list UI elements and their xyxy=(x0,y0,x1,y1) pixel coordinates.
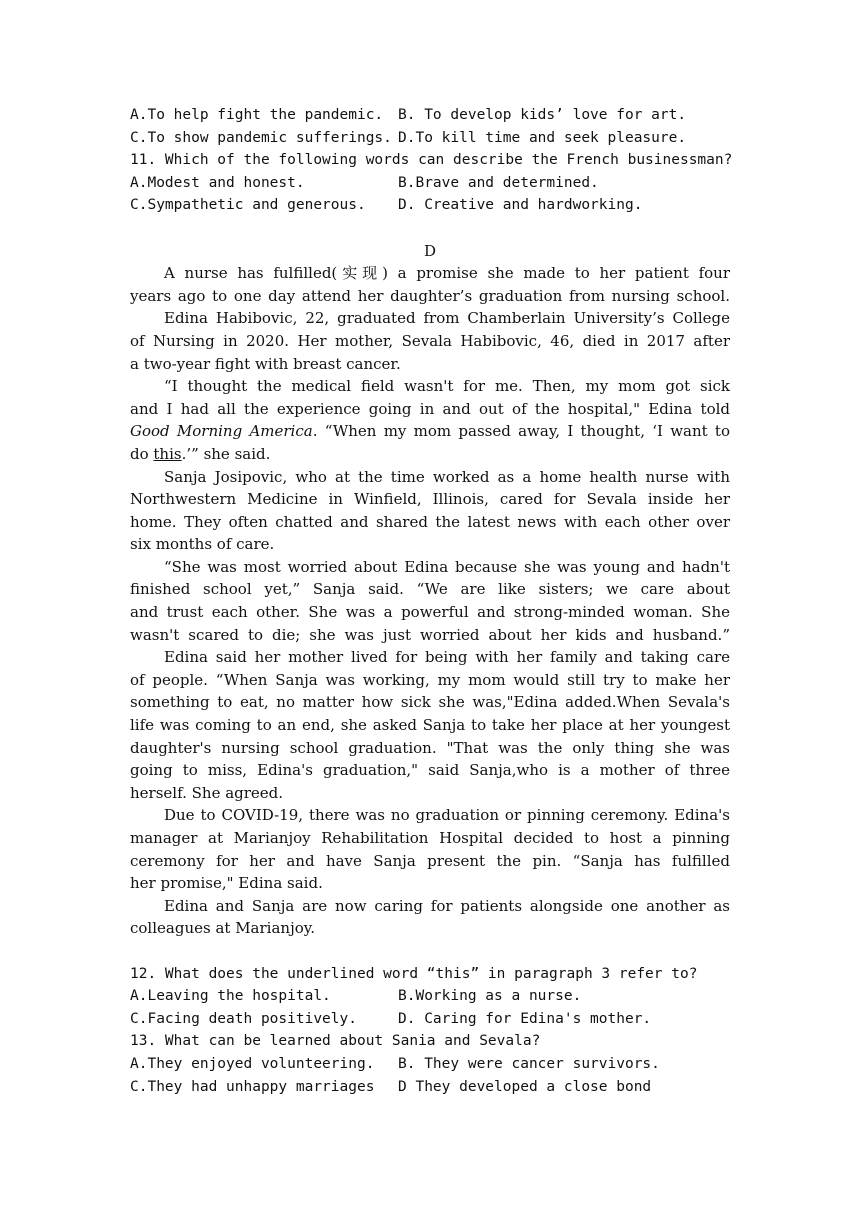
passage-line: home. They often chatted and shared the latest news with each other over xyxy=(130,512,730,531)
q12-option-c: C.Facing death positively. xyxy=(130,1010,357,1027)
q12-options-row-1 xyxy=(130,985,730,1008)
q13-options-row-2 xyxy=(130,1076,730,1099)
q11-options-row-1 xyxy=(130,172,730,195)
passage-line: Sanja Josipovic, who at the time worked as a home health nurse with xyxy=(164,467,730,486)
passage-line: “She was most worried about Edina because she was young and hadn't xyxy=(164,557,730,576)
q12-option-b: B.Working as a nurse. xyxy=(398,988,582,1005)
q13-option-a: A.They enjoyed volunteering. xyxy=(130,1055,375,1072)
passage-line: Northwestern Medicine in Winfield, Illinois, cared for Sevala inside her xyxy=(130,490,730,509)
q10-options-row-2 xyxy=(130,127,730,150)
q13-option-c: C.They had unhappy marriages xyxy=(130,1078,375,1095)
q11-option-d: D. Creative and hardworking. xyxy=(398,197,643,214)
q11-option-a: A.Modest and honest. xyxy=(130,174,305,191)
q12-option-d: D. Caring for Edina's mother. xyxy=(398,1010,652,1027)
section-label: D xyxy=(423,241,437,260)
passage-line: going to miss, Edina's graduation," said Sanja,who is a mother of three xyxy=(130,761,730,780)
q11-option-b: B.Brave and determined. xyxy=(398,174,599,191)
passage-line: daughter's nursing school graduation. "That was the only thing she was xyxy=(130,738,730,757)
passage-text: .’” she said. xyxy=(181,444,271,463)
passage-line: Due to COVID-19, there was no graduation or pinning ceremony. Edina's xyxy=(164,806,730,825)
passage-line: wasn't scared to die; she was just worried about her kids and husband.” xyxy=(130,625,730,644)
passage-line xyxy=(130,420,730,443)
document-content xyxy=(130,104,733,1098)
passage-line: Edina said her mother lived for being with her family and taking care xyxy=(164,648,730,667)
magazine-title: Good Morning America xyxy=(130,422,313,441)
passage-text: do xyxy=(130,444,154,463)
passage-line: years ago to one day attend her daughter’s graduation from nursing school. xyxy=(130,286,730,305)
passage-line xyxy=(130,443,730,466)
passage-line: “I thought the medical field wasn't for me. Then, my mom got sick xyxy=(164,377,730,396)
passage-line: manager at Marianjoy Rehabilitation Hospital decided to host a pinning xyxy=(130,829,730,847)
q10-option-c: C.To show pandemic sufferings. xyxy=(130,129,392,146)
passage-line: a two-year fight with breast cancer. xyxy=(130,354,401,373)
q12-stem: 12. What does the underlined word “this” in paragraph 3 refer to? xyxy=(130,965,698,982)
passage-text: . “When my mom passed away, I thought, ‘I want to xyxy=(312,422,730,441)
q13-options-row-1 xyxy=(130,1053,730,1076)
passage-line: something to eat, no matter how sick she was,"Edina added.When Sevala's xyxy=(130,693,730,712)
passage-line: herself. She agreed. xyxy=(130,783,284,802)
q12-option-a: A.Leaving the hospital. xyxy=(130,988,331,1005)
q11-stem: 11. Which of the following words can describe the French businessman? xyxy=(130,152,733,169)
passage-line: colleagues at Marianjoy. xyxy=(130,919,315,938)
passage-line: finished school yet,” Sanja said. “We are like sisters; we care about xyxy=(130,580,730,599)
q11-option-c: C.Sympathetic and generous. xyxy=(130,197,366,214)
passage-line: Edina and Sanja are now caring for patients alongside one another as xyxy=(164,896,730,915)
passage-line: six months of care. xyxy=(130,535,275,554)
passage-line: A nurse has fulfilled(实现) a promise she made to her patient four xyxy=(164,264,730,283)
passage-line: life was coming to an end, she asked Sanja to take her place at her youngest xyxy=(130,716,730,735)
passage-line: of people. “When Sanja was working, my mom would still try to make her xyxy=(130,670,730,689)
q13-option-d: D They developed a close bond xyxy=(398,1078,652,1095)
q13-stem: 13. What can be learned about Sania and Sevala? xyxy=(130,1033,541,1050)
passage-line: her promise," Edina said. xyxy=(130,874,323,893)
q10-option-d: D.To kill time and seek pleasure. xyxy=(398,129,687,146)
q13-option-b: B. They were cancer survivors. xyxy=(398,1055,660,1072)
passage-line: and trust each other. She was a powerful and strong-minded woman. She xyxy=(130,603,730,622)
passage-line: Edina Habibovic, 22, graduated from Chamberlain University’s College xyxy=(164,309,730,328)
passage-line: and I had all the experience going in and out of the hospital," Edina told xyxy=(130,399,730,418)
q12-options-row-2 xyxy=(130,1008,730,1031)
passage-line: of Nursing in 2020. Her mother, Sevala Habibovic, 46, died in 2017 after xyxy=(130,331,730,350)
q11-options-row-2 xyxy=(130,194,730,217)
passage-line: ceremony for her and have Sanja present the pin. “Sanja has fulfilled xyxy=(130,851,730,870)
q10-options-row-1 xyxy=(130,104,730,127)
q10-option-a: A.To help fight the pandemic. xyxy=(130,107,384,123)
underlined-word: this xyxy=(153,444,182,463)
q10-option-b: B. To develop kids’ love for art. xyxy=(398,107,687,123)
